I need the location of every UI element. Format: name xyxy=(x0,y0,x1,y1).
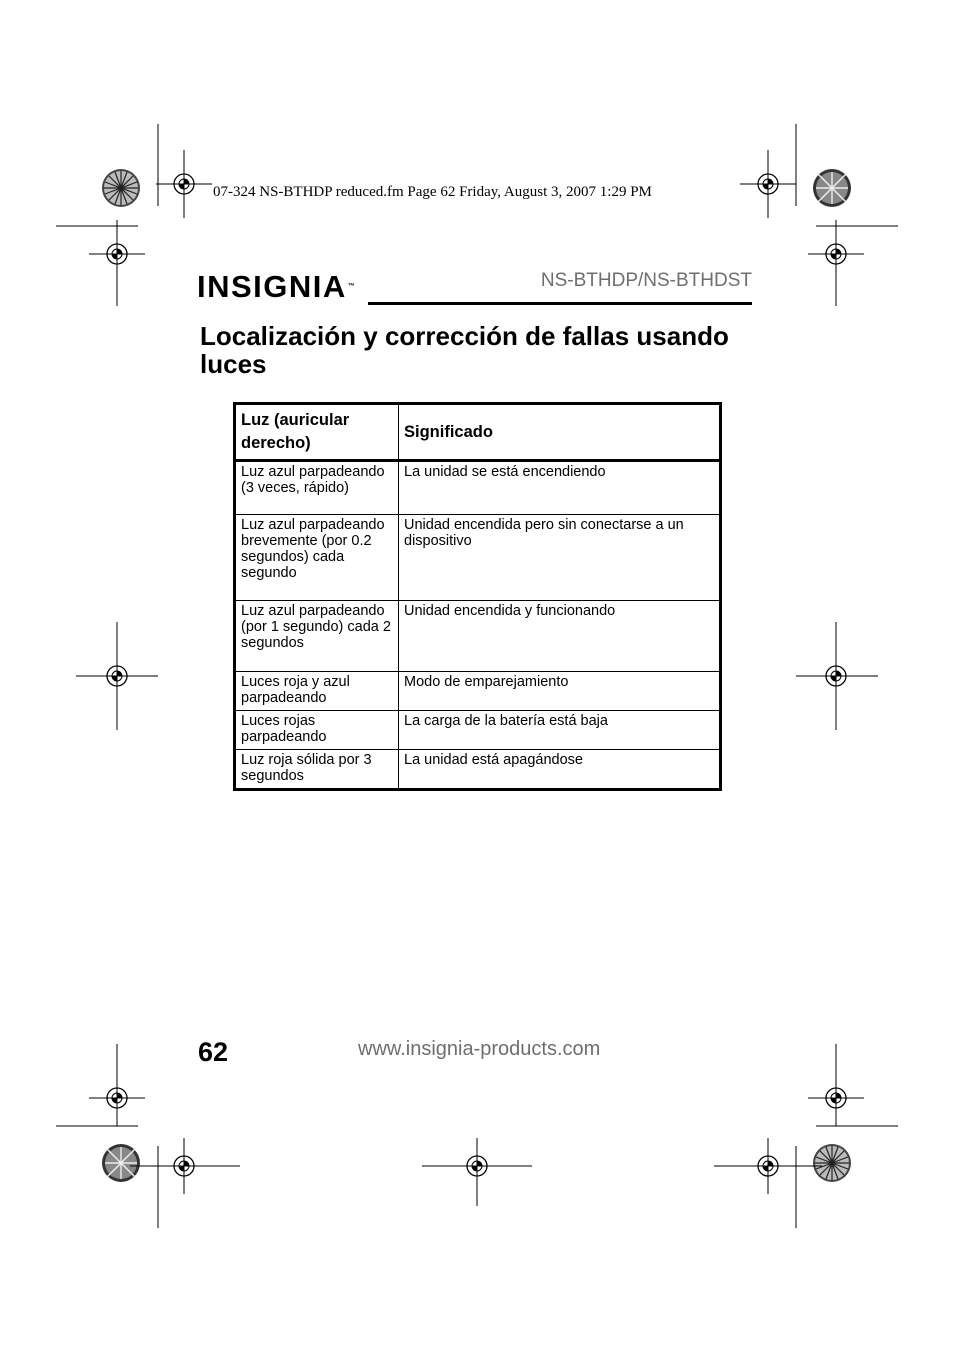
table-row xyxy=(235,461,721,515)
light-cell: Luz azul parpadeando brevemente (por 0.2 segundos) cada segundo xyxy=(235,515,399,601)
meaning-cell: La carga de la batería está baja xyxy=(399,711,721,750)
table-row xyxy=(235,515,721,601)
insignia-logo xyxy=(197,270,355,304)
table-row xyxy=(235,601,721,672)
footer-url: www.insignia-products.com xyxy=(358,1038,601,1060)
table-row xyxy=(235,672,721,711)
meaning-cell: Modo de emparejamiento xyxy=(399,672,721,711)
header-rule xyxy=(368,302,752,305)
light-cell: Luz roja sólida por 3 segundos xyxy=(235,750,399,790)
model-number: NS-BTHDP/NS-BTHDST xyxy=(540,270,752,291)
table-row xyxy=(235,711,721,750)
light-status-table xyxy=(233,402,722,791)
light-cell: Luz azul parpadeando (por 1 segundo) cada 2 segundos xyxy=(235,601,399,672)
meaning-cell: Unidad encendida pero sin conectarse a un dispositivo xyxy=(399,515,721,601)
logo-text: INSIGNIA xyxy=(197,269,347,304)
light-cell: Luz azul parpadeando (3 veces, rápido) xyxy=(235,461,399,515)
section-title: Localización y corrección de fallas usando luces xyxy=(200,321,729,379)
meaning-cell: La unidad está apagándose xyxy=(399,750,721,790)
file-header: 07-324 NS-BTHDP reduced.fm Page 62 Friday, August 3, 2007 1:29 PM xyxy=(213,184,652,200)
page-number: 62 xyxy=(198,1037,229,1067)
column-header-light: Luz (auricular derecho) xyxy=(235,404,399,461)
column-header-meaning: Significado xyxy=(399,404,721,461)
light-cell: Luces roja y azul parpadeando xyxy=(235,672,399,711)
trademark-symbol: ™ xyxy=(347,283,355,290)
table-row xyxy=(235,750,721,790)
meaning-cell: Unidad encendida y funcionando xyxy=(399,601,721,672)
table-header-row xyxy=(235,404,721,461)
light-cell: Luces rojas parpadeando xyxy=(235,711,399,750)
meaning-cell: La unidad se está encendiendo xyxy=(399,461,721,515)
